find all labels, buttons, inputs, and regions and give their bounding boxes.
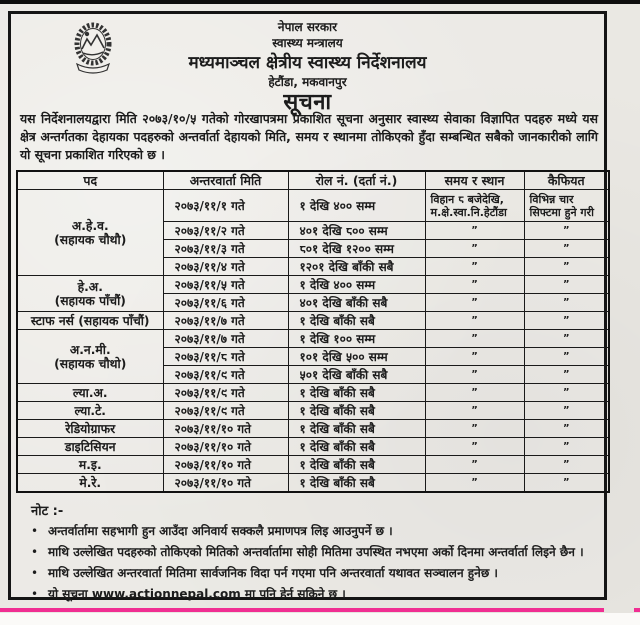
date-cell: २०७३/११/१० गते: [163, 474, 288, 493]
time-venue-cell: ”: [425, 240, 524, 258]
time-venue-cell: ”: [425, 330, 524, 348]
note-bullet-item: [31, 545, 597, 560]
remark-cell: ”: [524, 312, 609, 330]
table-row: [17, 456, 609, 474]
remark-cell: ”: [524, 366, 609, 384]
roll-cell: १ देखि बाँकी सबै: [288, 474, 425, 493]
date-cell: २०७३/११/९ गते: [163, 366, 288, 384]
time-venue-cell: ”: [425, 222, 524, 240]
table-row: [17, 312, 609, 330]
remark-cell: ”: [524, 276, 609, 294]
post-cell: मे.रे.: [17, 474, 163, 493]
col-header-time: समय र स्थान: [425, 171, 524, 190]
post-cell: रेडियोग्राफर: [17, 420, 163, 438]
col-header-remark: कैफियत: [524, 171, 609, 190]
date-cell: २०७३/११/९ गते: [163, 384, 288, 402]
col-header-roll: रोल नं. (दर्ता नं.): [288, 171, 425, 190]
note-bullet-item: [31, 566, 597, 581]
office-location: हेटौंडा, मकवानपुर: [268, 75, 347, 89]
post-level: (सहायक चौथो): [54, 356, 127, 371]
interview-schedule-table: [16, 170, 610, 493]
roll-cell: १ देखि ४०० सम्म: [288, 276, 425, 294]
time-venue-cell: ”: [425, 312, 524, 330]
roll-cell: ५०१ देखि बाँकी सबै: [288, 366, 425, 384]
note-bullet-item: [31, 587, 597, 602]
time-venue-cell: ”: [425, 276, 524, 294]
scan-accent-dot: [634, 608, 640, 612]
date-cell: २०७३/११/७ गते: [163, 312, 288, 330]
bullet-icon: •: [31, 545, 39, 559]
post-cell: म.इ.: [17, 456, 163, 474]
roll-cell: १२०१ देखि बाँकी सबै: [288, 258, 425, 276]
time-venue-cell: ”: [425, 348, 524, 366]
document-header: [11, 19, 604, 115]
roll-cell: ४०१ देखि बाँकी सबै: [288, 294, 425, 312]
table-header-row: [17, 171, 609, 190]
bullet-icon: •: [31, 524, 39, 538]
notes-section: [31, 501, 597, 608]
date-cell: २०७३/११/७ गते: [163, 330, 288, 348]
time-venue-cell: ”: [425, 402, 524, 420]
post-name: हे.अ.: [77, 279, 103, 294]
table-row: [17, 190, 609, 222]
remark-cell: ”: [524, 420, 609, 438]
date-cell: २०७३/११/१० गते: [163, 438, 288, 456]
date-cell: २०७३/११/२ गते: [163, 222, 288, 240]
roll-cell: १ देखि १०० सम्म: [288, 330, 425, 348]
bullet-icon: •: [31, 587, 39, 601]
remark-line: सिफ्टमा हुने गरी: [529, 205, 594, 219]
post-cell: [17, 190, 163, 276]
scan-bottom-margin: [0, 613, 640, 625]
government-name: नेपाल सरकार: [277, 20, 338, 34]
scan-top-bar: [0, 0, 640, 4]
post-cell: डाइटिसियन: [17, 438, 163, 456]
roll-cell: १ देखि बाँकी सबै: [288, 402, 425, 420]
post-name: अ.हे.व.: [71, 218, 109, 233]
post-cell: [17, 330, 163, 384]
remark-cell: [524, 190, 609, 222]
remark-cell: ”: [524, 294, 609, 312]
roll-cell: १ देखि बाँकी सबै: [288, 420, 425, 438]
post-cell: स्टाफ नर्स (सहायक पाँचौं): [17, 312, 163, 330]
remark-cell: ”: [524, 258, 609, 276]
remark-cell: ”: [524, 330, 609, 348]
time-venue-cell: ”: [425, 420, 524, 438]
scan-accent-line: [0, 608, 604, 612]
date-cell: २०७३/११/१ गते: [163, 190, 288, 222]
note-text: माथि उल्लेखित अन्तरवार्ता मितिमा सार्वजनिक विदा पर्न गएमा पनि अन्तरवार्ता यथावत सञ्चालन हुनेछ ।: [48, 566, 498, 580]
remark-cell: ”: [524, 240, 609, 258]
date-cell: २०७३/११/४ गते: [163, 258, 288, 276]
note-text: अन्तर्वार्तामा सहभागी हुन आउँदा अनिवार्य सक्कलै प्रमाणपत्र लिइ आउनुपर्ने छ ।: [48, 524, 393, 538]
table-row: [17, 438, 609, 456]
table-row: [17, 474, 609, 493]
remark-cell: ”: [524, 384, 609, 402]
remark-line: विभिन्न चार: [529, 192, 574, 206]
time-venue-cell: ”: [425, 456, 524, 474]
roll-cell: ४०१ देखि ८०० सम्म: [288, 222, 425, 240]
time-venue-cell: ”: [425, 294, 524, 312]
roll-cell: १ देखि ४०० सम्म: [288, 190, 425, 222]
table-row: [17, 330, 609, 348]
post-cell: ल्या.अ.: [17, 384, 163, 402]
remark-cell: ”: [524, 402, 609, 420]
table-row: [17, 384, 609, 402]
note-text: माथि उल्लेखित पदहरुको तोकिएको मितिको अन्तर्वार्तामा सोही मितिमा उपस्थित नभएमा अर्को दिनमा अन्तर्वार्ता लिइने छैन ।: [48, 545, 584, 559]
remark-cell: ”: [524, 348, 609, 366]
time-line: विहान ८ बजेदेखि,: [430, 192, 504, 206]
date-cell: २०७३/११/१० गते: [163, 456, 288, 474]
time-venue-cell: ”: [425, 384, 524, 402]
note-bullet-item: [31, 524, 597, 539]
date-cell: २०७३/११/५ गते: [163, 276, 288, 294]
date-cell: २०७३/११/१० गते: [163, 420, 288, 438]
post-cell: ल्या.टे.: [17, 402, 163, 420]
date-cell: २०७३/११/८ गते: [163, 348, 288, 366]
post-name: अ.न.मी.: [69, 342, 111, 357]
venue-line: म.क्षे.स्वा.नि.हेटौंडा: [430, 205, 507, 219]
directorate-name: मध्यमाञ्चल क्षेत्रीय स्वास्थ्य निर्देशनालय: [188, 53, 427, 73]
ministry-name: स्वास्थ्य मन्त्रालय: [272, 36, 343, 50]
table-row: [17, 420, 609, 438]
date-cell: २०७३/११/३ गते: [163, 240, 288, 258]
post-level: (सहायक पाँचौं): [54, 293, 126, 308]
notice-document: [8, 11, 607, 600]
note-label: नोट :-: [31, 504, 64, 519]
col-header-date: अन्तरवार्ता मिति: [163, 171, 288, 190]
table-row: [17, 276, 609, 294]
remark-cell: ”: [524, 222, 609, 240]
roll-cell: १ देखि बाँकी सबै: [288, 312, 425, 330]
note-text: यो सूचना www.actionnepal.com मा पनि हेर्न सकिने छ ।: [48, 587, 346, 601]
bullet-icon: •: [31, 566, 39, 580]
col-header-post: पद: [17, 171, 163, 190]
time-venue-cell: ”: [425, 366, 524, 384]
date-cell: २०७३/११/९ गते: [163, 402, 288, 420]
remark-cell: ”: [524, 474, 609, 493]
roll-cell: १ देखि बाँकी सबै: [288, 384, 425, 402]
roll-cell: १०१ देखि ५०० सम्म: [288, 348, 425, 366]
roll-cell: १ देखि बाँकी सबै: [288, 456, 425, 474]
time-venue-cell: ”: [425, 438, 524, 456]
intro-paragraph: यस निर्देशनालयद्वारा मिति २०७३/१०/५ गतेको गोरखापत्रमा प्रकाशित सूचना अनुसार स्वास्थ्य सेवाका विज्ञापित पदहरु मध्ये यस क्षेत्र अन्तर्गतका देहायका पदहरुको अन्तर्वार्ता देहायको मिति, समय र स्थानमा तोकिएको हुँदा सम्बन्धित सबैको जानकारीको लागि यो सूचना प्रकाशित गरिएको छ ।: [20, 111, 598, 162]
remark-cell: ”: [524, 438, 609, 456]
remark-cell: ”: [524, 456, 609, 474]
table-row: [17, 402, 609, 420]
roll-cell: ८०१ देखि १२०० सम्म: [288, 240, 425, 258]
time-venue-cell: ”: [425, 474, 524, 493]
time-venue-cell: ”: [425, 258, 524, 276]
notice-title: सूचना: [283, 90, 332, 115]
roll-cell: १ देखि बाँकी सबै: [288, 438, 425, 456]
date-cell: २०७३/११/६ गते: [163, 294, 288, 312]
post-cell: [17, 276, 163, 312]
time-venue-cell: [425, 190, 524, 222]
post-level: (सहायक चौथौ): [54, 232, 127, 247]
